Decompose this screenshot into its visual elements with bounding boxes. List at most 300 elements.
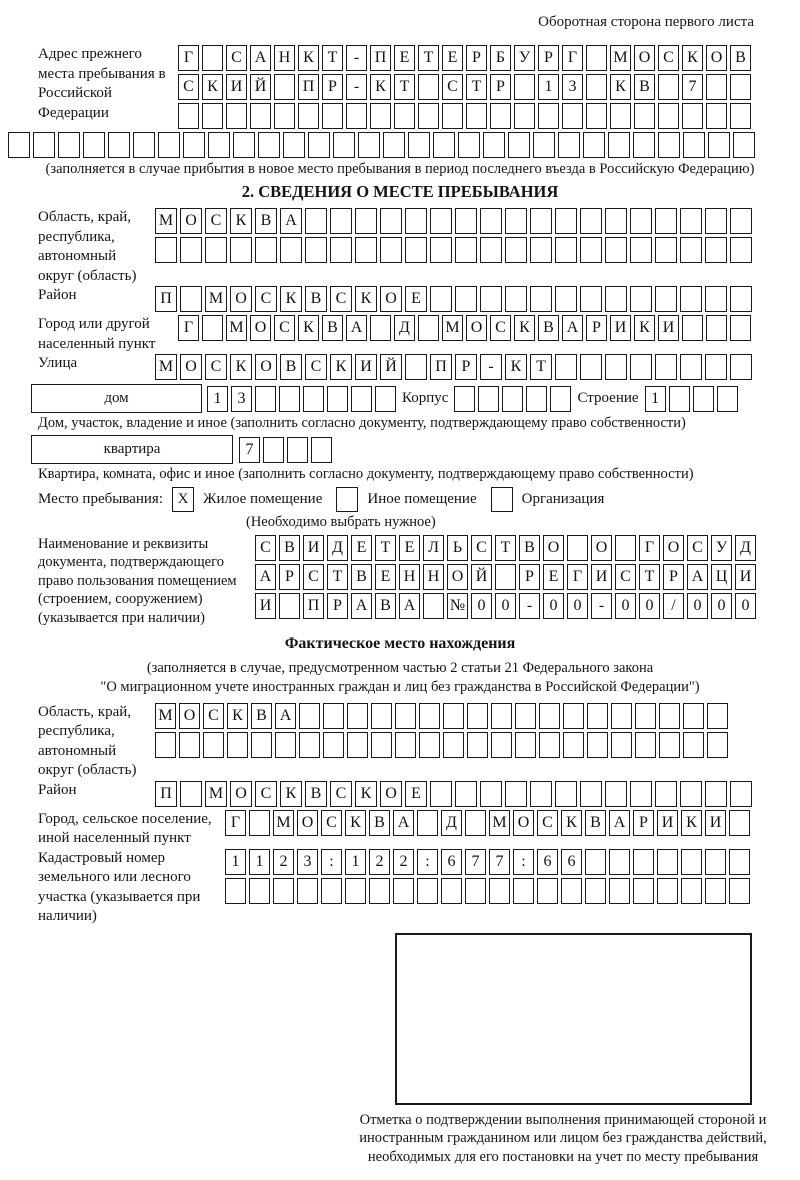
form-cell [418,74,439,100]
form-cell [202,315,223,341]
form-cell: Д [327,535,348,561]
form-cell: И [303,535,324,561]
form-cell [490,103,511,129]
form-cell: С [205,208,227,234]
form-cell [630,286,652,312]
form-cell [505,781,527,807]
form-cell [682,315,703,341]
actual-region-row-2 [155,732,728,758]
form-cell [586,74,607,100]
form-cell: И [705,810,726,836]
form-cell: - [346,74,367,100]
apartment-row [31,435,792,464]
apartment-box-label: квартира [31,435,233,464]
form-cell: М [205,781,227,807]
cadastral-label: Кадастровый номер земельного или лесного участка (указывается при наличии) [38,849,201,925]
form-cell: К [230,208,252,234]
form-cell: Г [178,315,199,341]
district-row [155,286,752,312]
house-number-cells [207,386,396,412]
form-cell [133,132,155,158]
form-cell [561,878,582,904]
form-cell: Л [423,535,444,561]
form-cell [681,849,702,875]
form-cell: С [330,781,352,807]
form-cell [526,386,547,412]
form-cell: Р [279,564,300,590]
form-cell: В [538,315,559,341]
form-cell: О [513,810,534,836]
actual-location-subtitle-line1: (заполняется в случае, предусмотренном частью 2 статьи 21 Федерального закона [146,660,654,677]
option-label-organization: Организация [521,491,605,507]
form-cell: 2 [393,849,414,875]
form-cell [155,732,176,758]
form-cell: С [615,564,636,590]
form-cell [417,810,438,836]
form-cell: Р [466,45,487,71]
form-cell [419,703,440,729]
form-cell [323,732,344,758]
form-cell: О [297,810,318,836]
form-cell [657,849,678,875]
form-cell: Е [405,781,427,807]
form-cell: А [393,810,414,836]
confirmation-stamp-caption: Отметка о подтверждении выполнения принимающей стороной и иностранным гражданином или лицом без гражданства действий, необходимых для его постановки на учет по месту пребывания [359,1111,767,1165]
form-cell: П [303,593,324,619]
form-cell: 3 [231,386,252,412]
form-cell [225,878,246,904]
document-field [38,535,792,627]
form-cell: 7 [489,849,510,875]
form-cell: В [322,315,343,341]
form-cell: О [180,354,202,380]
form-cell: И [657,810,678,836]
form-cell [580,286,602,312]
form-cell [630,781,652,807]
form-cell: О [591,535,612,561]
form-cell [180,781,202,807]
form-cell [297,878,318,904]
form-cell [611,732,632,758]
form-cell: Д [394,315,415,341]
document-row-1 [255,535,756,561]
cadastral-field [38,849,792,927]
form-cell: Н [423,564,444,590]
form-cell [8,132,30,158]
form-cell [308,132,330,158]
form-cell: М [273,810,294,836]
street-row [155,354,752,380]
form-cell: Р [663,564,684,590]
form-cell [322,103,343,129]
form-cell [467,732,488,758]
form-cell: В [305,781,327,807]
form-cell: С [471,535,492,561]
form-cell [708,132,730,158]
form-cell [441,878,462,904]
form-cell: Г [567,564,588,590]
form-cell [693,386,714,412]
district-field [38,286,792,315]
form-cell: П [370,45,391,71]
form-cell [179,732,200,758]
form-cell: И [255,593,276,619]
form-cell: В [255,208,277,234]
form-cell: К [505,354,527,380]
form-cell [730,208,752,234]
form-cell [605,286,627,312]
form-cell: И [355,354,377,380]
form-cell: 2 [369,849,390,875]
form-cell [705,354,727,380]
form-cell [346,103,367,129]
form-cell: Т [375,535,396,561]
form-cell: 0 [495,593,516,619]
korpus-label: Корпус [402,390,449,406]
form-cell: / [663,593,684,619]
form-cell [683,732,704,758]
checkbox-residential: X [172,487,194,512]
form-cell [605,208,627,234]
form-cell [683,132,705,158]
form-cell: 1 [249,849,270,875]
form-cell [299,703,320,729]
form-cell: К [280,781,302,807]
form-cell: К [634,315,655,341]
street-field [38,354,792,383]
form-cell [705,286,727,312]
form-cell: К [345,810,366,836]
form-cell [347,703,368,729]
form-cell [347,732,368,758]
street-label: Улица [38,355,78,371]
form-cell: О [543,535,564,561]
form-cell [537,878,558,904]
form-cell [466,103,487,129]
form-cell [585,878,606,904]
form-cell [630,237,652,263]
form-cell: 1 [538,74,559,100]
form-cell [587,703,608,729]
form-cell: Е [405,286,427,312]
form-cell [274,103,295,129]
form-cell [530,237,552,263]
form-cell: О [230,781,252,807]
form-cell [478,386,499,412]
form-cell: Т [495,535,516,561]
form-cell [655,354,677,380]
form-cell [705,781,727,807]
form-cell: Д [441,810,462,836]
cadastral-rows [225,849,750,907]
form-cell [333,132,355,158]
stroenie-label: Строение [577,390,639,406]
form-cell [683,703,704,729]
form-cell [563,703,584,729]
form-cell [611,703,632,729]
form-cell: И [610,315,631,341]
form-cell: А [351,593,372,619]
checkbox-organization [491,487,513,512]
form-cell: В [280,354,302,380]
form-cell [563,732,584,758]
form-cell: М [155,703,176,729]
form-cell: В [634,74,655,100]
form-cell: О [447,564,468,590]
form-cell: К [610,74,631,100]
stay-type-caption: (Необходимо выбрать нужное) [246,514,436,530]
form-cell: Й [250,74,271,100]
cadastral-row-2 [225,878,750,904]
city-row [178,315,751,341]
form-cell: С [330,286,352,312]
form-cell: Р [538,45,559,71]
prev-address-row-2 [178,74,751,100]
document-row-2 [255,564,756,590]
form-cell [327,386,348,412]
form-cell: О [180,208,202,234]
form-cell [514,103,535,129]
form-cell: Е [351,535,372,561]
form-cell [249,810,270,836]
form-cell: Т [394,74,415,100]
form-cell [658,74,679,100]
form-cell [717,386,738,412]
form-cell [455,208,477,234]
form-cell [707,703,728,729]
form-cell: С [274,315,295,341]
form-cell [515,703,536,729]
form-cell [730,781,752,807]
actual-region-label: Область, край, республика, автономный округ (область) [38,703,137,779]
form-cell [655,237,677,263]
form-cell [255,386,276,412]
form-cell: 6 [441,849,462,875]
form-cell [659,732,680,758]
form-cell: 3 [297,849,318,875]
form-cell: С [203,703,224,729]
form-cell [605,237,627,263]
form-cell [330,237,352,263]
house-box-label: дом [31,384,202,413]
form-cell: И [226,74,247,100]
form-cell: И [658,315,679,341]
form-cell: Б [490,45,511,71]
form-cell: К [202,74,223,100]
form-cell [380,237,402,263]
form-cell [502,386,523,412]
form-cell [705,849,726,875]
form-cell [155,237,177,263]
form-cell [158,132,180,158]
form-cell: У [514,45,535,71]
form-cell [480,237,502,263]
form-cell [558,132,580,158]
form-cell [371,732,392,758]
form-cell: Е [543,564,564,590]
form-cell [417,878,438,904]
form-cell: Ь [447,535,468,561]
form-cell [567,535,588,561]
form-cell [418,315,439,341]
form-cell [465,810,486,836]
form-cell: Н [399,564,420,590]
form-cell: Т [322,45,343,71]
form-cell [380,208,402,234]
form-cell: Р [322,74,343,100]
city-field [38,315,792,354]
form-cell [580,781,602,807]
form-cell [303,386,324,412]
actual-city-row [225,810,750,836]
form-cell [299,732,320,758]
form-cell: К [298,315,319,341]
form-cell [371,703,392,729]
form-cell [610,103,631,129]
form-cell [530,208,552,234]
form-cell: 0 [711,593,732,619]
form-cell [633,849,654,875]
checkbox-other-premises [336,487,358,512]
form-cell [583,132,605,158]
form-cell [659,703,680,729]
form-cell [205,237,227,263]
form-cell: Г [639,535,660,561]
form-cell [455,237,477,263]
form-cell [203,732,224,758]
stay-type-label: Место пребывания: [38,491,163,507]
form-cell [419,732,440,758]
form-cell [605,781,627,807]
form-cell: А [346,315,367,341]
form-cell [550,386,571,412]
form-cell [394,103,415,129]
form-cell [287,437,308,463]
form-cell [609,849,630,875]
form-cell [480,286,502,312]
form-cell: Й [380,354,402,380]
form-cell [514,74,535,100]
form-cell [730,286,752,312]
form-cell [730,103,751,129]
form-cell: Н [274,45,295,71]
form-cell: 2 [273,849,294,875]
form-cell: О [179,703,200,729]
form-cell [458,132,480,158]
form-cell [395,703,416,729]
form-cell [358,132,380,158]
form-cell: М [489,810,510,836]
form-cell [495,564,516,590]
form-cell: В [351,564,372,590]
form-cell [275,732,296,758]
form-cell: Т [418,45,439,71]
form-cell: М [226,315,247,341]
form-cell: О [466,315,487,341]
form-cell: И [735,564,756,590]
form-cell [729,878,750,904]
korpus-cells [454,386,571,412]
form-cell [680,286,702,312]
form-cell: О [634,45,655,71]
form-cell: Р [455,354,477,380]
form-cell: Е [375,564,396,590]
form-cell: К [280,286,302,312]
option-label-other-premises: Иное помещение [367,491,477,507]
form-cell: К [514,315,535,341]
form-cell: Д [735,535,756,561]
form-cell [433,132,455,158]
form-cell [513,878,534,904]
actual-city-label: Город, сельское поселение, иной населенный пункт [38,810,212,847]
confirmation-stamp-box [395,933,752,1105]
form-cell: М [205,286,227,312]
form-cell [508,132,530,158]
form-cell [681,878,702,904]
form-cell: В [279,535,300,561]
form-cell: - [519,593,540,619]
form-cell [423,593,444,619]
form-cell [657,878,678,904]
form-cell: А [562,315,583,341]
actual-location-subtitle [8,659,792,697]
form-cell [430,286,452,312]
form-cell: А [280,208,302,234]
form-cell: 7 [682,74,703,100]
form-cell: 0 [471,593,492,619]
form-cell [183,132,205,158]
form-cell [250,103,271,129]
form-cell: С [255,781,277,807]
form-cell [251,732,272,758]
form-cell: А [609,810,630,836]
form-cell: Г [225,810,246,836]
form-cell [305,208,327,234]
form-cell: Т [327,564,348,590]
form-cell [505,286,527,312]
form-cell: В [519,535,540,561]
form-cell [455,286,477,312]
form-cell [555,286,577,312]
form-cell [375,386,396,412]
form-cell: А [687,564,708,590]
region-label: Область, край, республика, автономный округ (область) [38,209,137,284]
form-cell [489,878,510,904]
form-cell: Й [471,564,492,590]
form-cell [707,732,728,758]
form-cell [705,208,727,234]
form-cell [530,286,552,312]
form-cell [680,208,702,234]
prev-address-rows [178,45,751,132]
form-cell: 3 [562,74,583,100]
form-cell: К [681,810,702,836]
form-cell [345,878,366,904]
form-cell [178,103,199,129]
form-cell [491,732,512,758]
form-cell [249,878,270,904]
form-cell: Е [394,45,415,71]
form-cell: Г [178,45,199,71]
form-cell: - [480,354,502,380]
form-cell: П [155,286,177,312]
form-cell [730,237,752,263]
form-cell [630,208,652,234]
form-cell: Р [633,810,654,836]
document-row-3 [255,593,756,619]
form-cell [418,103,439,129]
form-cell [586,103,607,129]
